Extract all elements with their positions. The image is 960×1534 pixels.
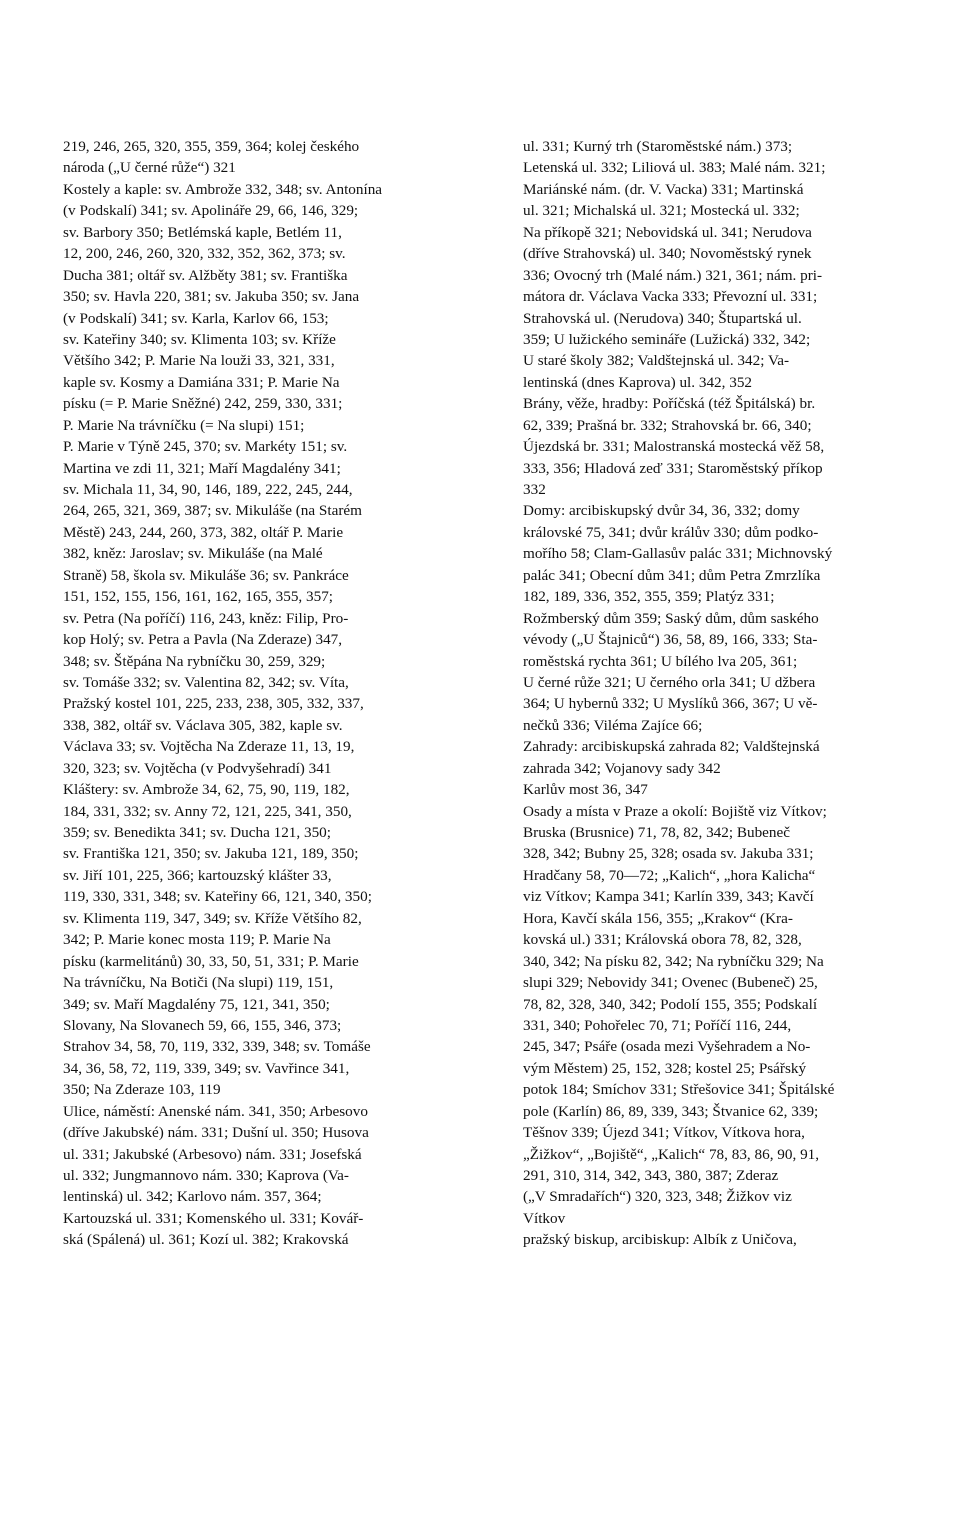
- index-line: Kartouzská ul. 331; Komenského ul. 331; Kovář-: [63, 1209, 364, 1227]
- index-line: 151, 152, 155, 156, 161, 162, 165, 355, 357;: [63, 588, 334, 606]
- index-line: 332: [523, 481, 546, 498]
- index-line: kovská ul.) 331; Královská obora 78, 82, 328,: [523, 931, 802, 949]
- index-line: Karlův most 36, 347: [523, 781, 648, 799]
- index-line: Mariánské nám. (dr. V. Vacka) 331; Martinská: [523, 180, 804, 198]
- index-line: sv. Barbory 350; Betlémská kaple, Betlém 11,: [63, 223, 342, 241]
- index-line: sv. Klimenta 119, 347, 349; sv. Kříže Většího 82,: [63, 909, 362, 927]
- index-line: sv. Tomáše 332; sv. Valentina 82, 342; sv. Víta,: [63, 673, 349, 691]
- index-line: ul. 331; Jakubské (Arbesovo) nám. 331; Josefská: [63, 1145, 362, 1163]
- index-line: písku (karmelitánů) 30, 33, 50, 51, 331; P. Marie: [63, 952, 359, 970]
- index-line: Bruska (Brusnice) 71, 78, 82, 342; Bubeneč: [523, 824, 790, 841]
- index-line: 340, 342; Na písku 82, 342; Na rybníčku 329; Na: [523, 952, 824, 970]
- index-line: Kláštery: sv. Ambrože 34, 62, 75, 90, 119, 182,: [63, 781, 350, 799]
- index-line: 245, 347; Psáře (osada mezi Vyšehradem a No-: [523, 1038, 811, 1056]
- index-line: P. Marie Na trávníčku (= Na slupi) 151;: [63, 416, 305, 434]
- index-line: (dříve Strahovská) ul. 340; Novoměstský rynek: [523, 245, 812, 263]
- index-line: Václava 33; sv. Vojtěcha Na Zderaze 11, 13, 19,: [63, 738, 355, 756]
- index-line: P. Marie v Týně 245, 370; sv. Markéty 151; sv.: [63, 438, 348, 456]
- index-line: Na trávníčku, Na Botiči (Na slupi) 119, 151,: [63, 974, 334, 992]
- index-line: sv. Františka 121, 350; sv. Jakuba 121, 189, 350;: [63, 845, 359, 863]
- index-line: královské 75, 341; dvůr králův 330; dům podko-: [523, 523, 819, 541]
- index-line: lentinská) ul. 342; Karlovo nám. 357, 364;: [63, 1188, 322, 1206]
- index-line: pražský biskup, arcibiskup: Albík z Uničova,: [523, 1231, 797, 1249]
- index-line: Městě) 243, 244, 260, 373, 382, oltář P. Marie: [63, 523, 344, 541]
- index-line: pole (Karlín) 86, 89, 339, 343; Štvanice 62, 339;: [523, 1102, 819, 1120]
- index-line: Pražský kostel 101, 225, 233, 238, 305, 332, 337,: [63, 695, 364, 713]
- index-line: 350; Na Zderaze 103, 119: [63, 1081, 221, 1099]
- index-line: 359; sv. Benedikta 341; sv. Ducha 121, 350;: [63, 824, 331, 841]
- index-line: 184, 331, 332; sv. Anny 72, 121, 225, 341, 350,: [63, 802, 352, 820]
- index-line: vévody („U Štajniců“) 36, 58, 89, 166, 333; Sta-: [523, 631, 818, 649]
- index-line: 333, 356; Hladová zeď 331; Staroměstský příkop: [523, 459, 823, 477]
- index-line: vým Městem) 25, 152, 328; kostel 25; Psářský: [523, 1059, 807, 1077]
- index-line: 348; sv. Štěpána Na rybníčku 30, 259, 329;: [63, 652, 326, 670]
- index-line: palác 341; Obecní dům 341; dům Petra Zmrzlíka: [523, 566, 821, 584]
- index-line: Strahovská ul. (Nerudova) 340; Štupartská ul.: [523, 309, 802, 327]
- index-line: lentinská (dnes Kaprova) ul. 342, 352: [523, 373, 753, 391]
- index-line: 336; Ovocný trh (Malé nám.) 321, 361; nám. pri-: [523, 266, 823, 284]
- index-line: nečků 336; Viléma Zajíce 66;: [523, 716, 703, 734]
- index-line: mátora dr. Václava Vacka 333; Převozní ul. 331;: [523, 288, 818, 306]
- index-column-left: [63, 136, 457, 1251]
- index-line: roměstská rychta 361; U bílého lva 205, 361;: [523, 652, 798, 670]
- index-line: slupi 329; Nebovidy 341; Ovenec (Bubeneč) 25,: [523, 974, 818, 992]
- index-line: Martina ve zdi 11, 321; Maří Magdalény 341;: [63, 459, 341, 477]
- index-line: 78, 82, 328, 340, 342; Podolí 155, 355; Podskalí: [523, 995, 818, 1013]
- index-line: 291, 310, 314, 342, 343, 380, 387; Zderaz: [523, 1167, 779, 1184]
- index-line: ská (Spálená) ul. 361; Kozí ul. 382; Krakovská: [63, 1231, 349, 1249]
- index-line: potok 184; Smíchov 331; Střešovice 341; Špitálské: [523, 1081, 835, 1099]
- index-line: Brány, věže, hradby: Poříčská (též Špitálská) br.: [523, 395, 816, 413]
- index-line: „Žižkov“, „Bojiště“, „Kalich“ 78, 83, 86, 90, 91,: [523, 1145, 820, 1163]
- index-line: ul. 332; Jungmannovo nám. 330; Kaprova (Va-: [63, 1167, 349, 1184]
- index-line: 331, 340; Pohořelec 70, 71; Poříčí 116, 244,: [523, 1016, 792, 1034]
- index-line: U černé růže 321; U černého orla 341; U džbera: [523, 673, 816, 691]
- index-line: 350; sv. Havla 220, 381; sv. Jakuba 350; sv. Jana: [63, 288, 360, 306]
- index-line: (v Podskalí) 341; sv. Karla, Karlov 66, 153;: [63, 309, 329, 327]
- index-line: Hora, Kavčí skála 156, 355; „Krakov“ (Kra-: [523, 909, 793, 927]
- index-line: Hradčany 58, 70—72; „Kalich“, „hora Kalicha“: [523, 866, 816, 884]
- index-line: (dříve Jakubské) nám. 331; Dušní ul. 350; Husova: [63, 1124, 369, 1142]
- index-line: Slovany, Na Slovanech 59, 66, 155, 346, 373;: [63, 1016, 342, 1034]
- index-line: Zahrady: arcibiskupská zahrada 82; Valdštejnská: [523, 738, 820, 756]
- index-line: zahrada 342; Vojanovy sady 342: [523, 759, 721, 777]
- index-line: 62, 339; Prašná br. 332; Strahovská br. 66, 340;: [523, 416, 812, 434]
- index-line: mořího 58; Clam-Gallasův palác 331; Michnovský: [523, 545, 833, 563]
- index-line: 12, 200, 246, 260, 320, 332, 352, 362, 373; sv.: [63, 245, 346, 263]
- index-line: ul. 321; Michalská ul. 321; Mostecká ul. 332;: [523, 202, 800, 220]
- index-line: Na příkopě 321; Nebovidská ul. 341; Nerudova: [523, 223, 812, 241]
- index-line: národa („U černé růže“) 321: [63, 159, 236, 177]
- index-line: Letenská ul. 332; Liliová ul. 383; Malé nám. 321;: [523, 159, 826, 177]
- index-line: Újezdská br. 331; Malostranská mostecká věž 58,: [523, 438, 825, 456]
- index-line: 219, 246, 265, 320, 355, 359, 364; kolej českého: [63, 138, 360, 155]
- index-line: viz Vítkov; Kampa 341; Karlín 339, 343; Kavčí: [523, 888, 814, 906]
- index-line: 349; sv. Maří Magdalény 75, 121, 341, 350;: [63, 995, 330, 1013]
- index-line: 359; U lužického semináře (Lužická) 332, 342;: [523, 330, 811, 348]
- index-line: Ulice, náměstí: Anenské nám. 341, 350; Arbesovo: [63, 1102, 368, 1120]
- index-line: 328, 342; Bubny 25, 328; osada sv. Jakuba 331;: [523, 845, 814, 863]
- index-line: Straně) 58, škola sv. Mikuláše 36; sv. Pankráce: [63, 566, 349, 584]
- index-line: 364; U hybernů 332; U Myslíků 366, 367; U vě-: [523, 695, 818, 713]
- index-line: Strahov 34, 58, 70, 119, 332, 339, 348; sv. Tomáše: [63, 1038, 371, 1056]
- index-line: sv. Jiří 101, 225, 366; kartouzský klášter 33,: [63, 866, 332, 884]
- index-line: ul. 331; Kurný trh (Staroměstské nám.) 373;: [523, 138, 793, 155]
- index-line: Kostely a kaple: sv. Ambrože 332, 348; sv. Antonína: [63, 180, 383, 198]
- index-line: Těšnov 339; Újezd 341; Vítkov, Vítkova hora,: [523, 1124, 805, 1142]
- index-line: Osady a místa v Praze a okolí: Bojiště viz Vítkov;: [523, 802, 827, 820]
- index-line: 264, 265, 321, 369, 387; sv. Mikuláše (na Starém: [63, 502, 362, 520]
- index-line: 338, 382, oltář sv. Václava 305, 382, kaple sv.: [63, 716, 343, 734]
- index-line: 342; P. Marie konec mosta 119; P. Marie Na: [63, 931, 331, 949]
- index-line: sv. Kateřiny 340; sv. Klimenta 103; sv. Kříže: [63, 330, 336, 348]
- index-line: U staré školy 382; Valdštejnská ul. 342; Va-: [523, 352, 790, 370]
- index-line: („V Smradařích“) 320, 323, 348; Žižkov viz: [523, 1188, 792, 1206]
- index-line: 182, 189, 336, 352, 355, 359; Platýz 331;: [523, 588, 775, 606]
- index-line: sv. Michala 11, 34, 90, 146, 189, 222, 245, 244,: [63, 481, 353, 498]
- index-line: sv. Petra (Na poříčí) 116, 243, kněz: Filip, Pro-: [63, 609, 349, 627]
- index-line: Vítkov: [523, 1209, 566, 1227]
- index-line: Rožmberský dům 359; Saský dům, dům saského: [523, 609, 819, 627]
- index-line: Domy: arcibiskupský dvůr 34, 36, 332; domy: [523, 502, 800, 520]
- index-column-right: [523, 136, 915, 1251]
- index-line: Většího 342; P. Marie Na louži 33, 321, 331,: [63, 352, 335, 370]
- index-line: kaple sv. Kosmy a Damiána 331; P. Marie Na: [63, 373, 340, 391]
- index-line: kop Holý; sv. Petra a Pavla (Na Zderaze) 347,: [63, 631, 343, 649]
- index-line: Ducha 381; oltář sv. Alžběty 381; sv. Františka: [63, 266, 348, 284]
- index-line: 382, kněz: Jaroslav; sv. Mikuláše (na Malé: [63, 545, 323, 563]
- index-line: 320, 323; sv. Vojtěcha (v Podvyšehradí) 341: [63, 759, 332, 777]
- index-line: (v Podskalí) 341; sv. Apolináře 29, 66, 146, 329;: [63, 202, 359, 220]
- index-line: 119, 330, 331, 348; sv. Kateřiny 66, 121, 340, 350;: [63, 888, 372, 906]
- index-line: písku (= P. Marie Sněžné) 242, 259, 330, 331;: [63, 395, 343, 413]
- index-line: 34, 36, 58, 72, 119, 339, 349; sv. Vavřince 341,: [63, 1059, 350, 1077]
